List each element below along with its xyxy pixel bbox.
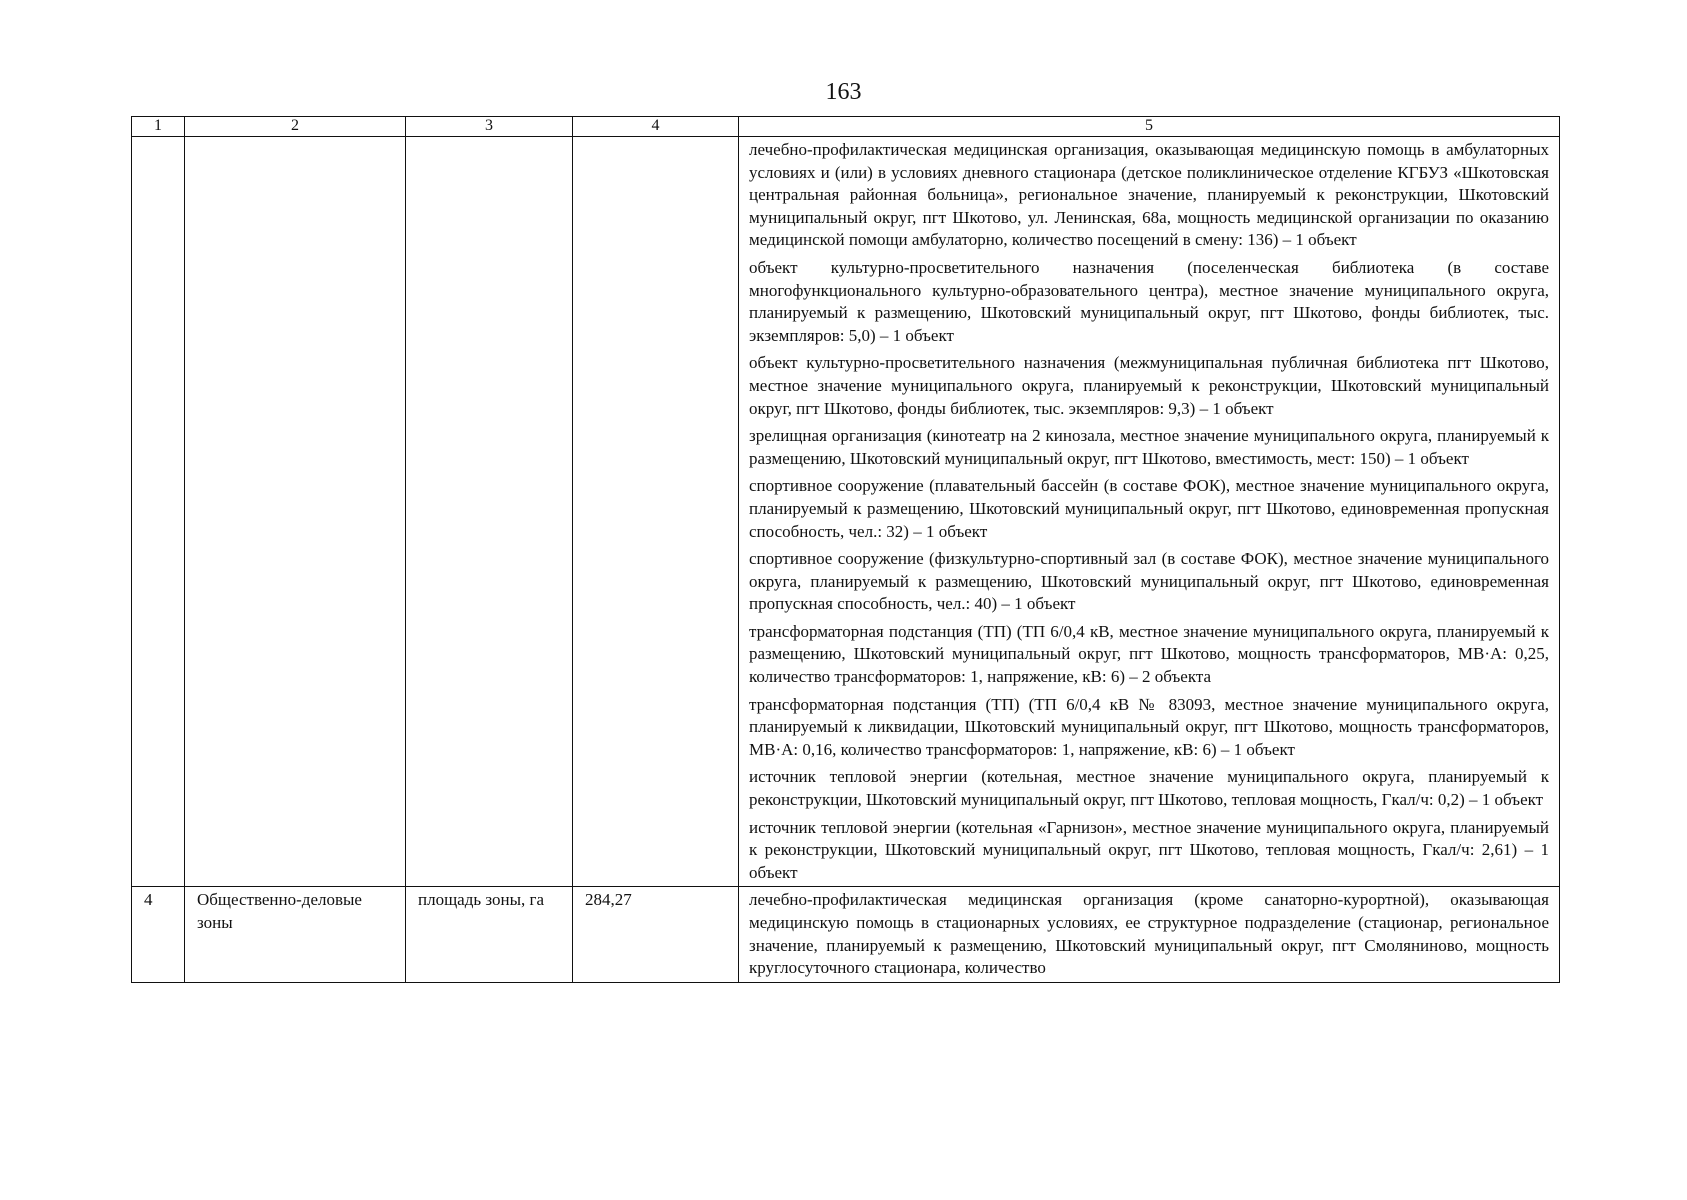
header-col-2: 2 [185, 117, 406, 137]
zone-name: Общественно-деловые зоны [185, 887, 406, 982]
list-item: трансформаторная подстанция (ТП) (ТП 6/0,4 кВ № 83093, местное значение муниципального округа, планируемый к ликвидации, Шкотовский муниципальный округ, пгт Шкотово, мощность трансформаторов, МВ·А: 0,16, количество трансформаторов: 1, напряжение, кВ: 6) – 1 объект [749, 694, 1549, 759]
zone-value: 284,27 [573, 887, 739, 982]
row-number: 4 [132, 887, 185, 982]
objects-cell [739, 137, 1560, 887]
list-item: лечебно-профилактическая медицинская организация (кроме санаторно-курортной), оказывающая медицинскую помощь в стационарных условиях, ее структурное подразделение (стационар, региональное значение, планируемый к размещению, Шкотовский муниципальный округ, пгт Смоляниново, мощность круглосуточного стационара, количество [749, 890, 1549, 978]
empty-cell-value [573, 137, 739, 887]
list-item: объект культурно-просветительного назначения (поселенческая библиотека (в составе многофункционального культурно-образовательного центра), местное значение муниципального округа, планируемый к размещению, Шкотовский муниципальный округ, пгт Шкотово, фонды библиотек, тыс. экземпляров: 5,0) – 1 объект [749, 257, 1549, 345]
list-item: источник тепловой энергии (котельная «Гарнизон», местное значение муниципального округа, планируемый к реконструкции, Шкотовский муниципальный округ, пгт Шкотово, тепловая мощность, Гкал/ч: 2,61) – 1 объект [749, 817, 1549, 882]
header-col-4: 4 [573, 117, 739, 137]
list-item: лечебно-профилактическая медицинская организация, оказывающая медицинскую помощь в амбулаторных условиях и (или) в условиях дневного стационара (детское поликлиническое отделение КГБУЗ «Шкотовская центральная районная больница», региональное значение, планируемый к реконструкции, Шкотовский муниципальный округ, пгт Шкотово, ул. Ленинская, 68а, мощность медицинской организации по оказанию медицинской помощи амбулаторно, количество посещений в смену: 136) – 1 объект [749, 140, 1549, 250]
objects-cell [739, 887, 1560, 982]
header-col-1: 1 [132, 117, 185, 137]
zone-parameter: площадь зоны, га [406, 887, 573, 982]
header-col-5: 5 [739, 117, 1560, 137]
empty-cell-number [132, 137, 185, 887]
header-col-3: 3 [406, 117, 573, 137]
list-item: спортивное сооружение (плавательный бассейн (в составе ФОК), местное значение муниципального округа, планируемый к размещению, Шкотовский муниципальный округ, пгт Шкотово, единовременная пропускная способность, чел.: 32) – 1 объект [749, 476, 1549, 541]
list-item: объект культурно-просветительного назначения (межмуниципальная публичная библиотека пгт Шкотово, местное значение муниципального округа, планируемый к реконструкции, Шкотовский муниципальный округ, пгт Шкотово, фонды библиотек, тыс. экземпляров: 9,3) – 1 объект [749, 353, 1549, 418]
list-item: спортивное сооружение (физкультурно-спортивный зал (в составе ФОК), местное значение муниципального округа, планируемый к размещению, Шкотовский муниципальный округ, пгт Шкотово, единовременная пропускная способность, чел.: 40) – 1 объект [749, 549, 1549, 614]
table-row-4 [132, 887, 1560, 982]
document-table [131, 116, 1560, 983]
header-row [132, 117, 1560, 137]
page-number: 163 [825, 79, 862, 105]
list-item: зрелищная организация (кинотеатр на 2 кинозала, местное значение муниципального округа, планируемый к размещению, Шкотовский муниципальный округ, пгт Шкотово, вместимость, мест: 150) – 1 объект [749, 426, 1549, 468]
table-row-continuation [132, 137, 1560, 887]
empty-cell-parameter [406, 137, 573, 887]
empty-cell-zone [185, 137, 406, 887]
list-item: источник тепловой энергии (котельная, местное значение муниципального округа, планируемый к реконструкции, Шкотовский муниципальный округ, пгт Шкотово, тепловая мощность, Гкал/ч: 0,2) – 1 объект [749, 767, 1549, 810]
list-item: трансформаторная подстанция (ТП) (ТП 6/0,4 кВ, местное значение муниципального округа, планируемый к размещению, Шкотовский муниципальный округ, пгт Шкотово, мощность трансформаторов, МВ·А: 0,25, количество трансформаторов: 1, напряжение, кВ: 6) – 2 объекта [749, 621, 1549, 687]
